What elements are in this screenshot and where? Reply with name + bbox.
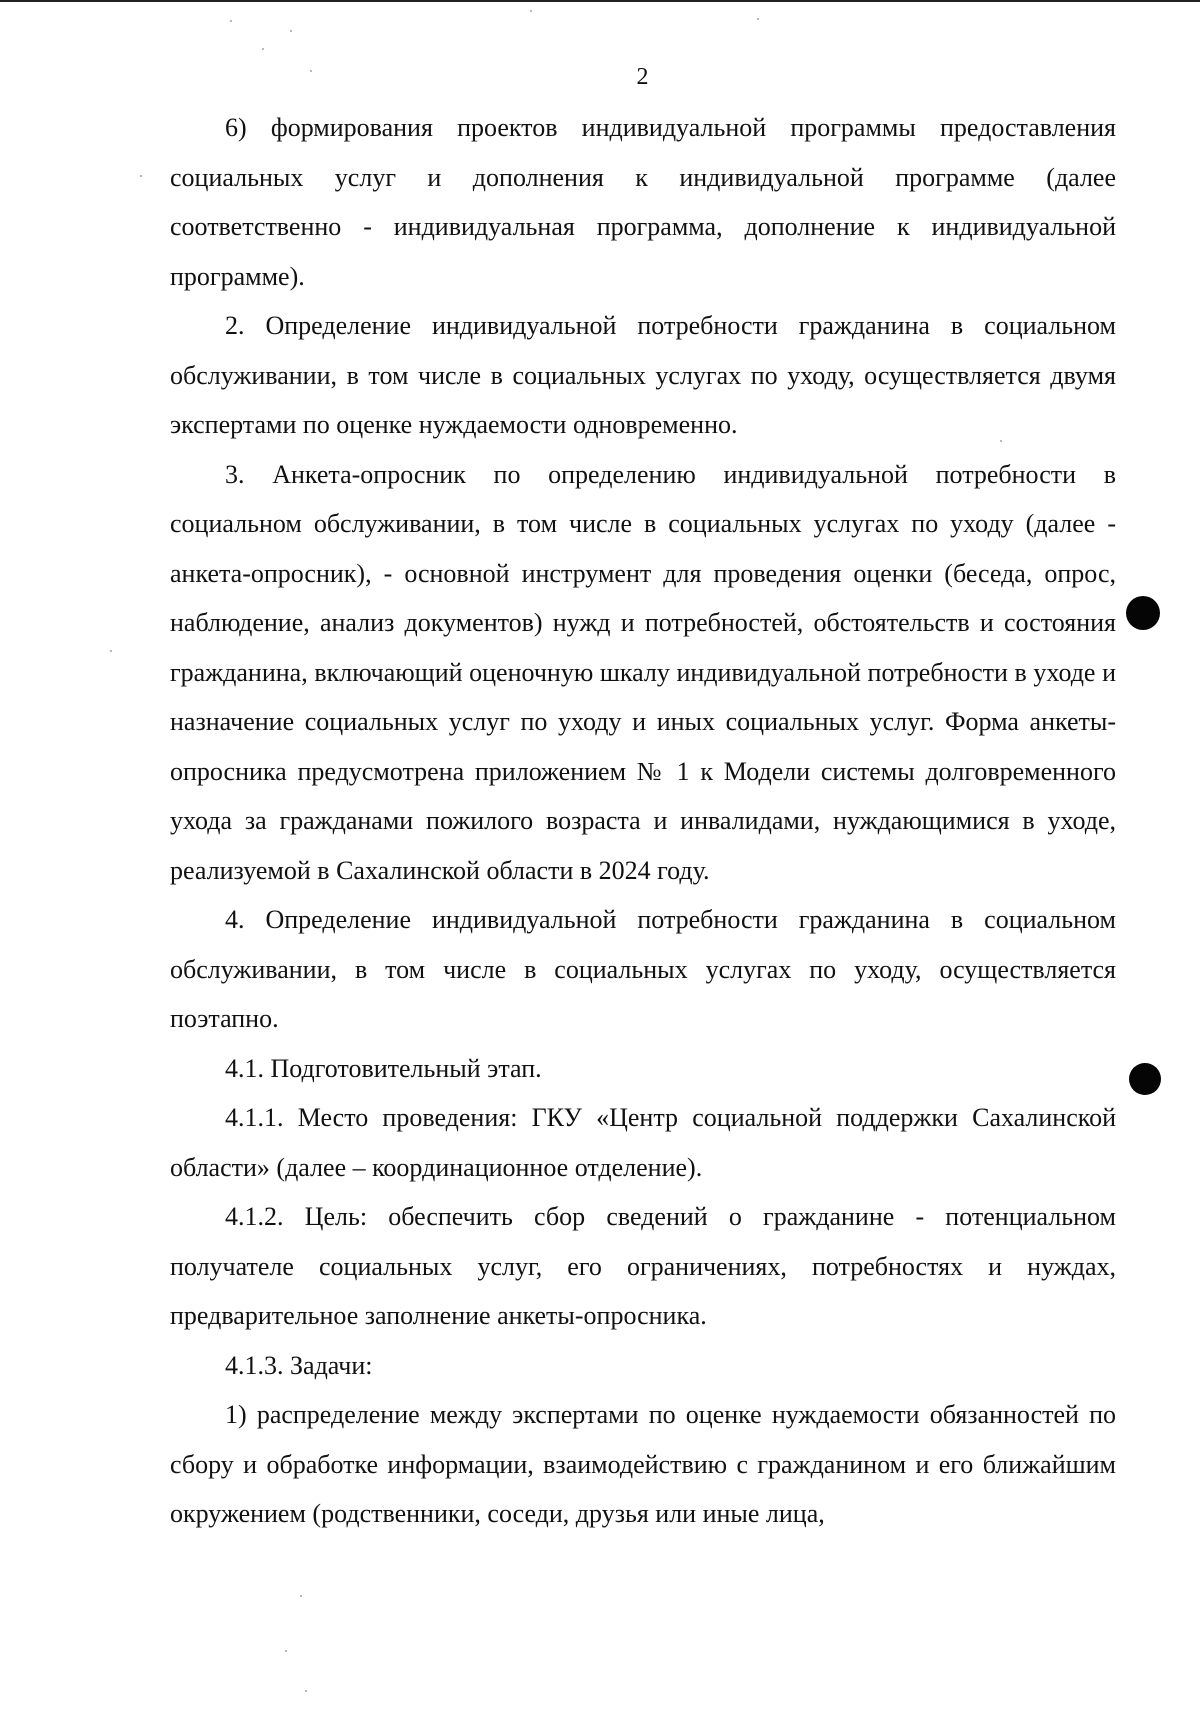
paragraph-3: 3. Анкета-опросник по определению индивидуальной потребности в социальном обслуживании, в том числе в социальных услугах по уходу (далее - анкета-опросник), - основной инструмент для проведения оценки (беседа, опрос, наблюдение, анализ документов) нужд и потребностей, обстоятельств и состояния гражданина, включающий оценочную шкалу индивидуальной потребности в уходе и назначение социальных услуг по уходу и иных социальных услуг. Форма анкеты-опросника предусмотрена приложением № 1 к Модели системы долговременного ухода за гражданами пожилого возраста и инвалидами, нуждающимися в уходе, реализуемой в Сахалинской области в 2024 году. [170,459,1116,885]
page-number: 2 [636,64,649,90]
paragraph-4-1: 4.1. Подготовительный этап. [225,1053,542,1083]
paragraph-4: 4. Определение индивидуальной потребности гражданина в социальном обслуживании, в том числе в социальных услугах по уходу, осуществляется поэтапно. [170,905,1116,1033]
paragraph-task-1: 1) распределение между экспертами по оценке нуждаемости обязанностей по сбору и обработке информации, взаимодействию с гражданином и его ближайшим окружением (родственники, соседи, друзья или иные лица, [170,1400,1116,1528]
scan-speck [300,1595,302,1597]
paragraph-4-1-1: 4.1.1. Место проведения: ГКУ «Центр социальной поддержки Сахалинской области» (далее – координационное отделение). [170,1103,1116,1182]
paragraph-4-1-2: 4.1.2. Цель: обеспечить сбор сведений о гражданине - потенциальном получателе социальных услуг, его ограничениях, потребностях и нуждах, предварительное заполнение анкеты-опросника. [170,1202,1116,1330]
paragraph-4-1-3: 4.1.3. Задачи: [225,1350,373,1380]
scan-hole-mark [1129,1063,1161,1095]
scan-speck [310,70,312,72]
scan-speck [262,48,264,50]
scan-speck [110,650,112,652]
scan-speck [530,10,532,12]
document-body [170,103,1116,1539]
scan-speck [305,1690,307,1692]
scan-speck [230,20,232,22]
scan-speck [1000,440,1002,442]
paragraph-2: 2. Определение индивидуальной потребности гражданина в социальном обслуживании, в том числе в социальных услугах по уходу, осуществляется двумя экспертами по оценке нуждаемости одновременно. [170,311,1116,439]
scan-speck [290,30,292,32]
scan-speck [140,175,142,177]
scan-hole-mark [1126,596,1160,630]
scan-speck [285,1650,287,1652]
paragraph-item-6: 6) формирования проектов индивидуальной программы предоставления социальных услуг и дополнения к индивидуальной программе (далее соответственно - индивидуальная программа, дополнение к индивидуальной программе). [170,113,1116,291]
scan-speck [757,18,759,20]
scan-top-edge [0,0,1200,2]
